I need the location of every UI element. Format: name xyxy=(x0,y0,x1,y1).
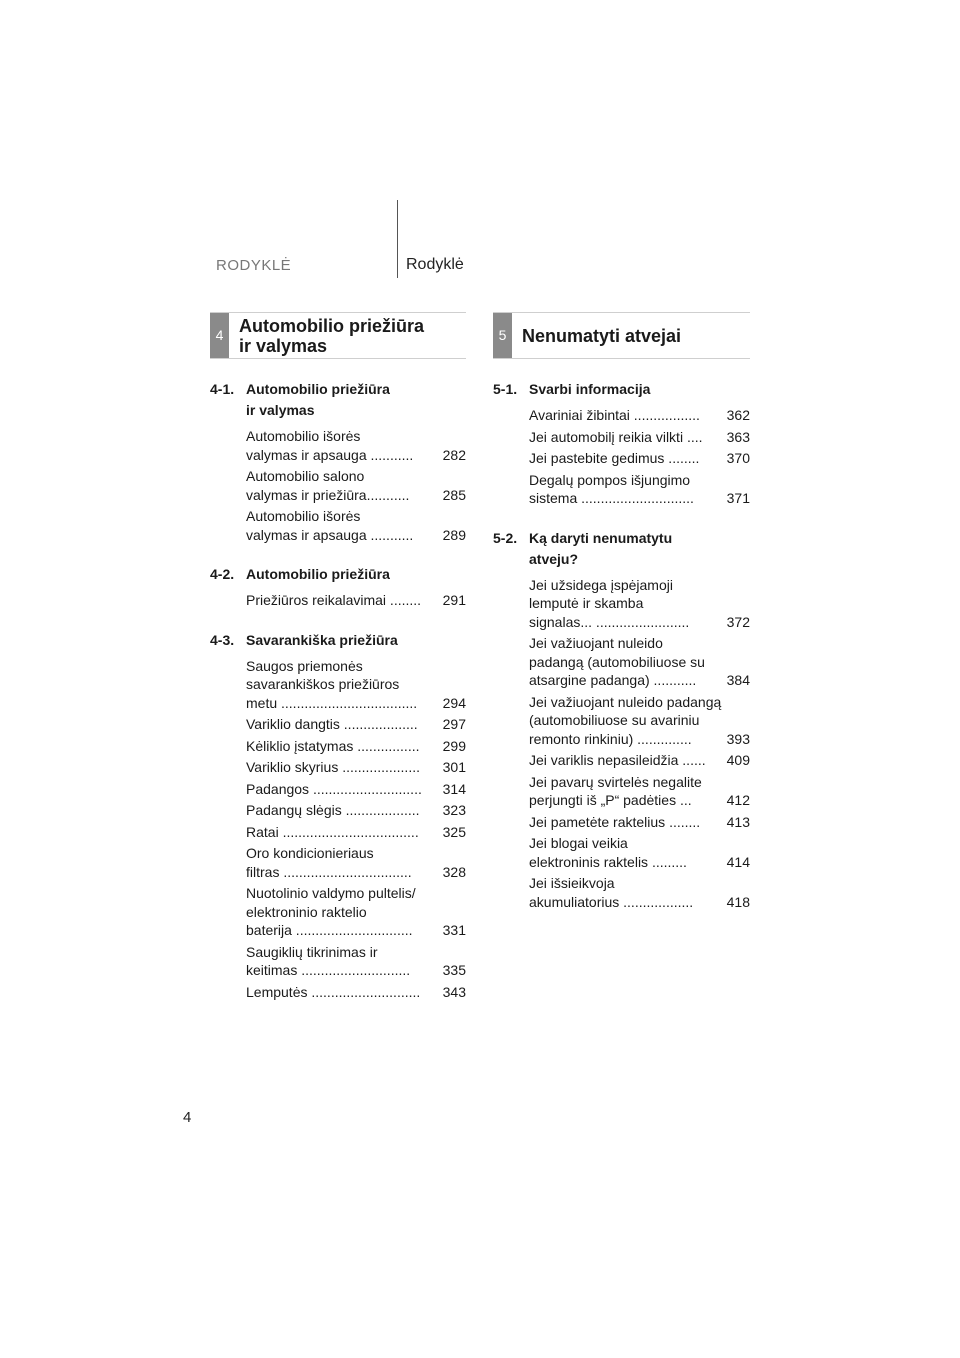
toc-entry-page: 363 xyxy=(724,428,750,447)
toc-entry-page: 323 xyxy=(440,801,466,820)
toc-entry[interactable] xyxy=(529,634,750,690)
toc-entry-label: Ratai ................................... xyxy=(246,823,419,840)
toc-entry-label: Jei pametėte raktelius ........ xyxy=(529,813,701,830)
section-number-badge: 5 xyxy=(493,313,512,358)
subsection xyxy=(493,379,750,508)
toc-entry[interactable] xyxy=(246,780,466,799)
toc-entry-label: Padangų slėgis ................... xyxy=(246,802,420,818)
header-divider xyxy=(397,200,398,278)
toc-entry[interactable] xyxy=(246,758,466,777)
toc-entry-page: 393 xyxy=(724,730,750,749)
toc-entry-label: Saugiklių tikrinimas ir keitimas ............................ xyxy=(246,943,411,978)
toc-entry-label: Automobilio salono valymas ir priežiūra........... xyxy=(246,468,410,503)
toc-entry[interactable] xyxy=(529,428,750,447)
toc-entry-label: Padangos ............................ xyxy=(246,780,422,797)
toc-entry[interactable] xyxy=(246,737,466,756)
toc-entries xyxy=(493,406,750,508)
toc-entry[interactable] xyxy=(529,693,750,749)
toc-entry-label: Kėliklio įstatymas ................ xyxy=(246,737,420,754)
toc-entry[interactable] xyxy=(246,427,466,464)
section-title: Automobilio priežiūra ir valymas xyxy=(239,315,425,356)
toc-entry-page: 409 xyxy=(724,751,750,770)
toc-entry-page: 282 xyxy=(440,446,466,465)
toc-entry[interactable] xyxy=(246,715,466,734)
toc-entry-page: 418 xyxy=(724,893,750,912)
toc-entry-label: Priežiūros reikalavimai ........ xyxy=(246,592,422,608)
toc-entry-label: Degalų pompos išjungimo sistema ............................. xyxy=(529,471,694,506)
toc-entry-page: 299 xyxy=(440,737,466,756)
toc-entry-label: Jei pastebite gedimus ........ xyxy=(529,450,700,466)
subsection xyxy=(493,528,750,912)
left-column xyxy=(210,312,466,1004)
toc-entry-page: 285 xyxy=(440,486,466,505)
toc-entries xyxy=(210,657,466,1002)
toc-entry-page: 370 xyxy=(724,449,750,468)
subsection-heading[interactable] xyxy=(493,379,750,400)
toc-entry[interactable] xyxy=(246,467,466,504)
toc-entry-page: 371 xyxy=(724,489,750,508)
toc-entry-page: 328 xyxy=(440,863,466,882)
toc-entry-label: Jei pavarų svirtelės negalite perjungti iš „P“ padėties ... xyxy=(529,773,702,808)
subsection-heading[interactable] xyxy=(210,379,466,421)
toc-entry-label: Jei automobilį reikia vilkti .... xyxy=(529,428,703,445)
subsection-number: 5-2. xyxy=(493,529,518,546)
toc-entry[interactable] xyxy=(246,884,466,940)
subsection xyxy=(210,630,466,1002)
toc-entry-page: 314 xyxy=(440,780,466,799)
subsection-title: Ką daryti nenumatytu atveju? xyxy=(529,529,673,567)
toc-entry[interactable] xyxy=(246,983,466,1002)
subsection-title: Automobilio priežiūra ir valymas xyxy=(246,381,390,418)
subsection-number: 4-2. xyxy=(210,566,235,582)
toc-entry-label: Jei blogai veikia elektroninis raktelis ......... xyxy=(529,835,687,870)
toc-entry[interactable] xyxy=(246,844,466,881)
subsection-heading[interactable] xyxy=(493,528,750,570)
toc-entry-page: 414 xyxy=(724,853,750,872)
toc-entry-label: Lemputės ............................ xyxy=(246,983,421,1000)
right-column xyxy=(493,312,750,914)
toc-entry-page: 331 xyxy=(440,921,466,940)
toc-entry-label: Avariniai žibintai ................. xyxy=(529,407,700,423)
subsection-number: 4-1. xyxy=(210,381,235,397)
header-section-label: RODYKLĖ xyxy=(216,257,292,274)
toc-entries xyxy=(493,576,750,912)
toc-entries xyxy=(210,427,466,544)
section-header xyxy=(210,312,466,359)
toc-entry-page: 301 xyxy=(440,758,466,777)
subsection-heading[interactable] xyxy=(210,564,466,585)
toc-entry-page: 291 xyxy=(440,591,466,610)
section-header xyxy=(493,312,750,359)
subsection-number: 4-3. xyxy=(210,631,235,648)
toc-entry-page: 289 xyxy=(440,526,466,545)
section-title: Nenumatyti atvejai xyxy=(522,325,682,346)
toc-entry-label: Nuotolinio valdymo pultelis/ elektroninio raktelio baterija .............................. xyxy=(246,885,416,938)
toc-entry[interactable] xyxy=(529,813,750,832)
toc-entry-page: 294 xyxy=(440,694,466,713)
toc-entry-page: 335 xyxy=(440,961,466,980)
section-number-badge: 4 xyxy=(210,313,229,358)
toc-entry[interactable] xyxy=(246,657,466,713)
toc-entry-page: 325 xyxy=(440,823,466,842)
toc-entry[interactable] xyxy=(246,943,466,980)
toc-entry-label: Automobilio išorės valymas ir apsauga ........... xyxy=(246,428,414,463)
toc-entry-page: 297 xyxy=(440,715,466,734)
toc-entry[interactable] xyxy=(529,773,750,810)
toc-entry[interactable] xyxy=(529,874,750,911)
subsection-number: 5-1. xyxy=(493,381,518,397)
subsection-title: Savarankiška priežiūra xyxy=(246,631,398,648)
subsection-title: Svarbi informacija xyxy=(529,381,651,397)
subsection-title: Automobilio priežiūra xyxy=(246,566,390,582)
toc-entry[interactable] xyxy=(246,823,466,842)
toc-entry-label: Jei važiuojant nuleido padangą (automobiliuose su atsargine padanga) ........... xyxy=(529,635,705,688)
toc-entry[interactable] xyxy=(246,591,466,610)
toc-entry-page: 362 xyxy=(724,406,750,425)
subsection xyxy=(210,564,466,610)
toc-entry-page: 343 xyxy=(440,983,466,1002)
toc-entry[interactable] xyxy=(529,834,750,871)
toc-entry-page: 413 xyxy=(724,813,750,832)
toc-entry-label: Variklio skyrius .................... xyxy=(246,759,420,775)
toc-entry-label: Jei užsidega įspėjamoji lemputė ir skamba signalas... ........................ xyxy=(529,576,690,630)
toc-entry[interactable] xyxy=(529,471,750,508)
toc-entry[interactable] xyxy=(529,406,750,425)
toc-entry-label: Saugos priemonės savarankiškos priežiūros metu ................................... xyxy=(246,657,418,711)
toc-entry-page: 372 xyxy=(724,613,750,632)
toc-entry-page: 412 xyxy=(724,791,750,810)
toc-entry-label: Jei variklis nepasileidžia ...... xyxy=(529,752,706,768)
toc-entry[interactable] xyxy=(246,507,466,544)
subsection xyxy=(210,379,466,544)
header-title: Rodyklė xyxy=(406,256,464,273)
section-body xyxy=(210,379,466,1001)
subsection-heading[interactable] xyxy=(210,630,466,651)
toc-entry-label: Variklio dangtis ................... xyxy=(246,716,418,732)
toc-entry-label: Jei išsieikvoja akumuliatorius .................. xyxy=(529,875,694,910)
toc-entry-label: Oro kondicionieriaus filtras ................................. xyxy=(246,845,412,880)
section-body xyxy=(493,379,750,911)
toc-entry-page: 384 xyxy=(724,671,750,690)
toc-entry[interactable] xyxy=(529,576,750,632)
toc-entries xyxy=(210,591,466,610)
toc-entry[interactable] xyxy=(529,449,750,468)
toc-entry[interactable] xyxy=(246,801,466,820)
toc-entry[interactable] xyxy=(529,751,750,770)
toc-entry-label: Automobilio išorės valymas ir apsauga ........... xyxy=(246,508,414,543)
page-number: 4 xyxy=(183,1109,192,1126)
toc-entry-label: Jei važiuojant nuleido padangą (automobiliuose su avariniu remonto rinkiniu) .............. xyxy=(529,693,722,747)
